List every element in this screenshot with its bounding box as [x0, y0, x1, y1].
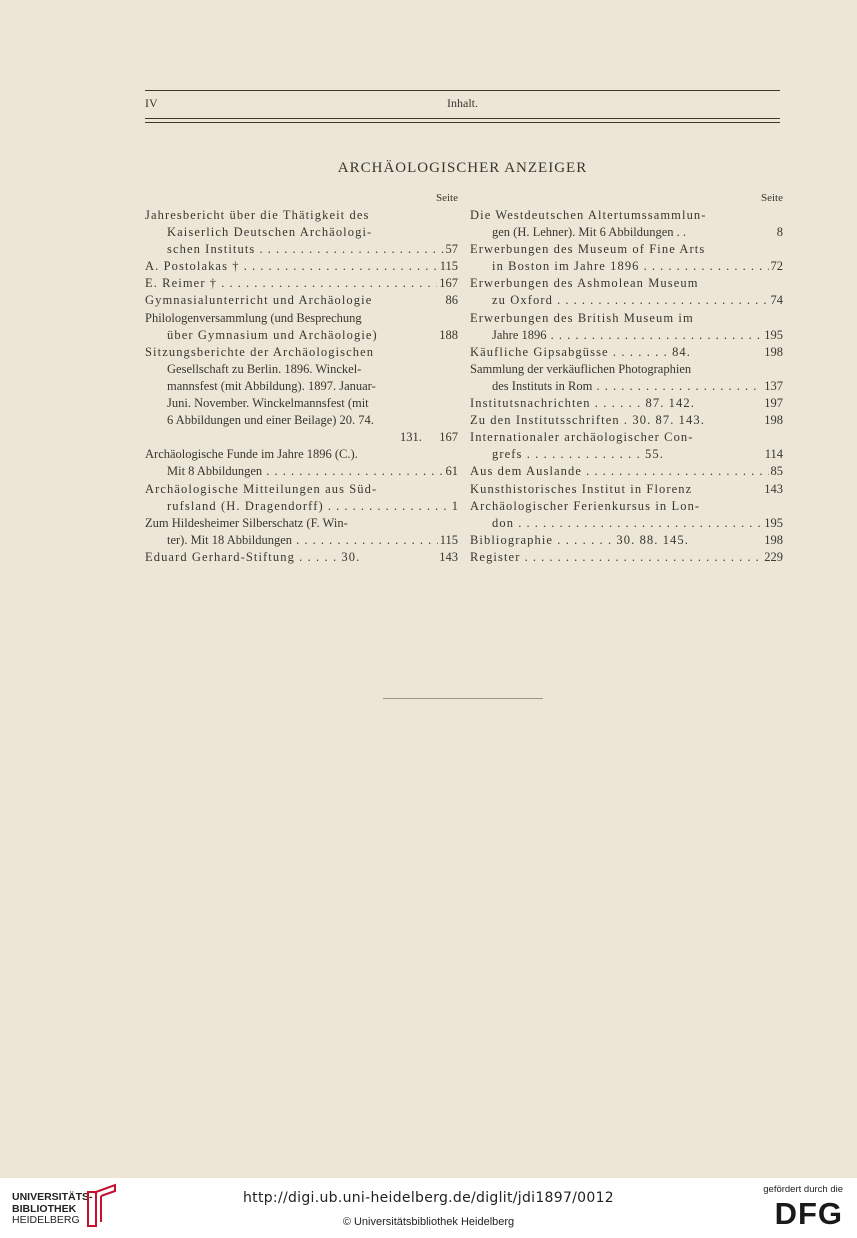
- running-title: Inhalt.: [447, 96, 478, 110]
- page-column-heading: Seite: [761, 192, 783, 204]
- toc-entry: Institutsnachrichten . . . . . . 87. 142. 197: [470, 395, 783, 412]
- toc-entry: E. Reimer † . . . 167: [145, 275, 458, 292]
- toc-entry: grefs . . . . . . . . . . . . . . 55. 114: [470, 446, 783, 463]
- toc-right-column: [470, 192, 783, 566]
- toc-entry: Gymnasialunterricht und Archäologie 86: [145, 292, 458, 309]
- toc-entry: Kaiserlich Deutschen Archäologi-: [167, 225, 373, 240]
- toc-entry: Internationaler archäologischer Con-: [470, 430, 694, 445]
- dfg-logo: DFG: [774, 1196, 843, 1231]
- toc-entry: Käufliche Gipsabgüsse . . . . . . . 84. 198: [470, 344, 783, 361]
- page-column-heading: Seite: [436, 192, 458, 204]
- header-rule-bottom-2: [145, 122, 780, 123]
- toc-entry: A. Postolakas † . . . 115: [145, 258, 458, 275]
- toc-entry: Zu den Institutsschriften . 30. 87. 143. 198: [470, 412, 783, 429]
- toc-entry: Archäologische Funde im Jahre 1896 (C.).: [145, 447, 358, 462]
- toc-entry: 131. 167: [145, 429, 458, 446]
- page-number: IV: [145, 96, 158, 110]
- toc-entry: Sitzungsberichte der Archäologischen: [145, 344, 375, 359]
- toc-entry: Jahresbericht über die Thätigkeit des: [145, 208, 370, 222]
- toc-entry: Mit 8 Abbildungen . . . 61: [145, 463, 458, 480]
- toc-entry: Sammlung der verkäuflichen Photographien: [470, 361, 692, 376]
- digitization-footer: [0, 1178, 857, 1238]
- toc-entry: ter). Mit 18 Abbildungen . . . 115: [145, 532, 458, 549]
- toc-entry: rufsland (H. Dragendorff) . . . 1: [145, 498, 458, 515]
- toc-left-column: [145, 192, 458, 566]
- toc-entry: Archäologische Mitteilungen aus Süd-: [145, 481, 378, 496]
- running-head: [145, 96, 780, 114]
- toc-entry: Jahre 1896 . . . 195: [470, 327, 783, 344]
- library-name-line: UNIVERSITÄTS-: [12, 1191, 93, 1203]
- toc-entry: Archäologischer Ferienkursus in Lon-: [470, 498, 701, 513]
- header-rule-bottom-1: [145, 118, 780, 119]
- toc-entry: in Boston im Jahre 1896 . . . 72: [470, 258, 783, 275]
- funded-by-label: gefördert durch die: [763, 1184, 843, 1195]
- copyright-notice: © Universitätsbibliothek Heidelberg: [342, 1216, 515, 1228]
- toc-entry: Erwerbungen des Museum of Fine Arts: [470, 242, 706, 257]
- header-rule-top: [145, 90, 780, 91]
- toc-entry: gen (H. Lehner). Mit 6 Abbildungen . . 8: [470, 224, 783, 241]
- toc-entry: Kunsthistorisches Institut in Florenz 143: [470, 481, 783, 498]
- toc-entry: Aus dem Auslande . . . 85: [470, 463, 783, 480]
- library-name-line: HEIDELBERG: [12, 1214, 80, 1226]
- closing-rule: [383, 698, 543, 699]
- toc-entry: schen Instituts . . . 57: [145, 241, 458, 258]
- toc-entry: mannsfest (mit Abbildung). 1897. Januar-: [167, 378, 376, 393]
- toc-entry: Die Westdeutschen Altertumssammlun-: [470, 208, 707, 222]
- toc-entry: Register . . . 229: [470, 549, 783, 566]
- library-name-line: BIBLIOTHEK: [12, 1202, 77, 1215]
- toc-entry: Erwerbungen des Ashmolean Museum: [470, 276, 699, 291]
- toc-entry: Eduard Gerhard-Stiftung . . . . . 30. 143: [145, 549, 458, 566]
- toc-entry: Juni. November. Winckelmannsfest (mit: [167, 396, 369, 411]
- toc-entry: Erwerbungen des British Museum im: [470, 310, 694, 325]
- digital-copy-link[interactable]: http://digi.ub.uni-heidelberg.de/diglit/jdi1897/0012: [242, 1190, 614, 1206]
- toc-entry: Philologenversammlung (und Besprechung: [145, 310, 362, 325]
- toc-entry: Zum Hildesheimer Silberschatz (F. Win-: [145, 515, 348, 530]
- toc-entry: don . . . 195: [470, 515, 783, 532]
- toc-entry: über Gymnasium und Archäologie) 188: [145, 327, 458, 344]
- toc-entry: des Instituts in Rom . . . 137: [470, 378, 783, 395]
- toc-entry: zu Oxford . . . 74: [470, 292, 783, 309]
- toc-entry: 6 Abbildungen und einer Beilage) 20. 74.: [167, 413, 374, 428]
- toc-entry: Gesellschaft zu Berlin. 1896. Winckel-: [167, 361, 362, 376]
- section-title: ARCHÄOLOGISCHER ANZEIGER: [337, 160, 588, 176]
- toc-entry: Bibliographie . . . . . . . 30. 88. 145. 198: [470, 532, 783, 549]
